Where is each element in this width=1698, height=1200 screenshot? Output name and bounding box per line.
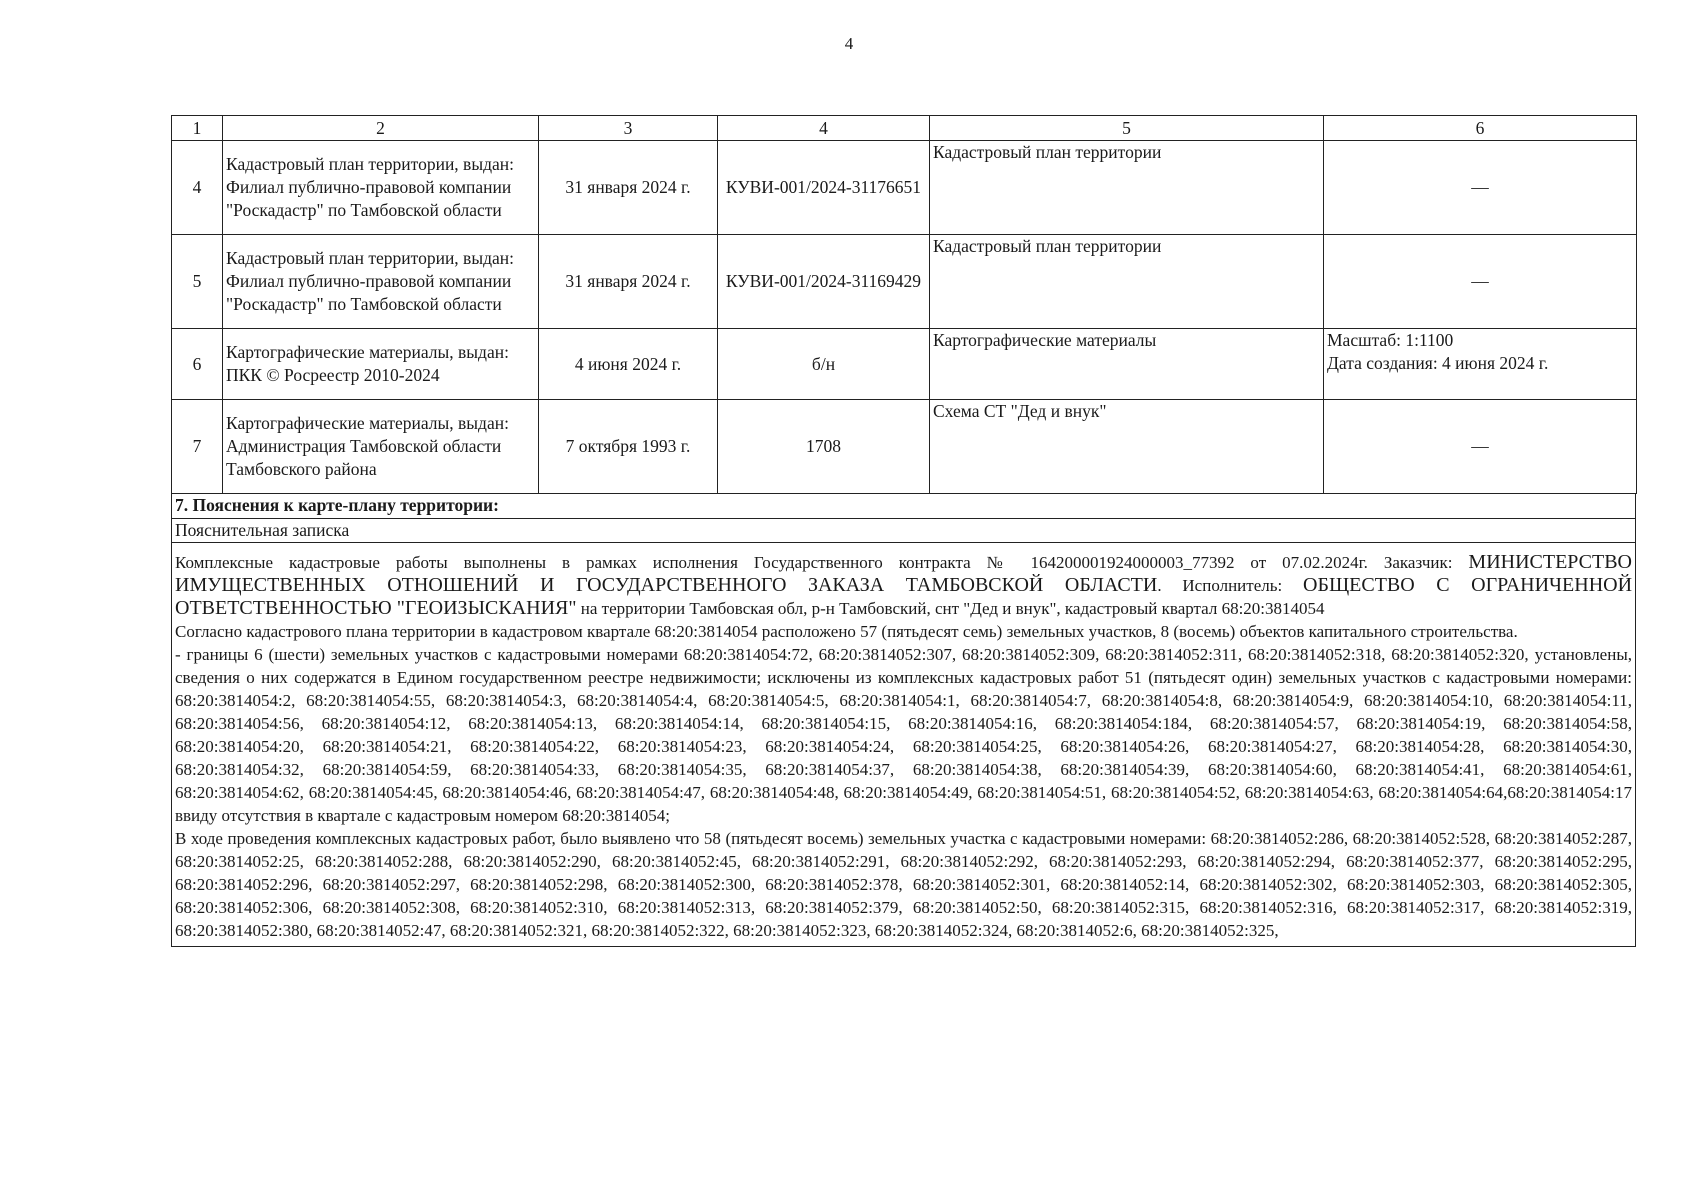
table-header-cell: 1 <box>172 116 223 141</box>
note-text: Комплексные кадастровые работы выполнены в рамках исполнения Государственного контракта № 164200001924000003_77392 от 07.02.2024г. Заказчик: <box>175 553 1469 572</box>
note-paragraph: - границы 6 (шести) земельных участков с кадастровыми номерами 68:20:3814054:72, 68:20:3814052:307, 68:20:3814052:309, 68:20:3814052:311, 68:20:3814052:318, 68:20:3814052:320, установлены, сведения о них содержатся в Едином государственном реестре недвижимости; исключены из комплексных кадастровых работ 51 (пятьдесят один) земельных участков с кадастровыми номерами: 68:20:3814054:2, 68:20:3814054:55, 68:20:3814054:3, 68:20:3814054:4, 68:20:3814054:5, 68:20:3814054:1, 68:20:3814054:7, 68:20:3814054:8, 68:20:3814054:9, 68:20:3814054:10, 68:20:3814054:11, 68:20:3814054:56, 68:20:3814054:12, 68:20:3814054:13, 68:20:3814054:14, 68:20:3814054:15, 68:20:3814054:16, 68:20:3814054:184, 68:20:3814054:57, 68:20:3814054:19, 68:20:3814054:58, 68:20:3814054:20, 68:20:3814054:21, 68:20:3814054:22, 68:20:3814054:23, 68:20:3814054:24, 68:20:3814054:25, 68:20:3814054:26, 68:20:3814054:27, 68:20:3814054:28, 68:20:3814054:30, 68:20:3814054:32, 68:20:3814054:59, 68:20:3814054:33, 68:20:3814054:35, 68:20:3814054:37, 68:20:3814054:38, 68:20:3814054:39, 68:20:3814054:60, 68:20:3814054:41, 68:20:3814054:61, 68:20:3814054:62, 68:20:3814054:45, 68:20:3814054:46, 68:20:3814054:47, 68:20:3814054:48, 68:20:3814054:49, 68:20:3814054:51, 68:20:3814054:52, 68:20:3814054:63, 68:20:3814054:64,68:20:3814054:17 ввиду отсутствия в квартале с кадастровым номером 68:20:3814054; <box>175 645 1632 825</box>
table-header-cell: 5 <box>930 116 1324 141</box>
note-text: . Исполнитель: <box>1157 576 1304 595</box>
table-row <box>172 141 1637 235</box>
table-header-cell: 4 <box>718 116 930 141</box>
note-cell <box>1324 329 1637 400</box>
date-cell: 31 января 2024 г. <box>539 235 718 329</box>
contractor-name: ОБЩЕСТВО С ОГРАНИЧЕННОЙ ОТВЕТСТВЕННОСТЬЮ "ГЕОИЗЫСКАНИЯ" <box>175 574 1633 619</box>
name-cell: Схема СТ "Дед и внук" <box>930 400 1324 494</box>
doc-number-cell: КУВИ-001/2024-31176651 <box>718 141 930 235</box>
name-cell: Кадастровый план территории <box>930 141 1324 235</box>
note-paragraph: В ходе проведения комплексных кадастровых работ, было выявлено что 58 (пятьдесят восемь) земельных участка с кадастровыми номерами: 68:20:3814052:286, 68:20:3814052:528, 68:20:3814052:287, 68:20:3814052:25, 68:20:3814052:288, 68:20:3814052:290, 68:20:3814052:45, 68:20:3814052:291, 68:20:3814052:292, 68:20:3814052:293, 68:20:3814052:294, 68:20:3814052:377, 68:20:3814052:295, 68:20:3814052:296, 68:20:3814052:297, 68:20:3814052:298, 68:20:3814052:300, 68:20:3814052:378, 68:20:3814052:301, 68:20:3814052:14, 68:20:3814052:302, 68:20:3814052:303, 68:20:3814052:305, 68:20:3814052:306, 68:20:3814052:308, 68:20:3814052:310, 68:20:3814052:313, 68:20:3814052:379, 68:20:3814052:50, 68:20:3814052:315, 68:20:3814052:316, 68:20:3814052:317, 68:20:3814052:319, 68:20:3814052:380, 68:20:3814052:47, 68:20:3814052:321, 68:20:3814052:322, 68:20:3814052:323, 68:20:3814052:324, 68:20:3814052:6, 68:20:3814052:325, <box>175 829 1632 940</box>
table-header-cell: 3 <box>539 116 718 141</box>
row-number: 4 <box>172 141 223 235</box>
note-paragraph: Согласно кадастрового плана территории в кадастровом квартале 68:20:3814054 расположено 57 (пятьдесят семь) земельных участков, 8 (восемь) объектов капитального строительства. <box>175 622 1518 641</box>
source-cell: Кадастровый план территории, выдан: Филиал публично-правовой компании "Роскадастр" по Тамбовской области <box>223 235 539 329</box>
note-cell: — <box>1324 235 1637 329</box>
note-paragraph <box>175 551 1632 620</box>
customer-name: МИНИСТЕРСТВО ИМУЩЕСТВЕННЫХ ОТНОШЕНИЙ И ГОСУДАРСТВЕННОГО ЗАКАЗА ТАМБОВСКОЙ ОБЛАСТИ <box>175 551 1632 596</box>
note-text: на территории Тамбовская обл, р-н Тамбовский, снт "Дед и внук", кадастровый квартал 68:20:3814054 <box>576 599 1325 618</box>
table-header-cell: 2 <box>223 116 539 141</box>
date-cell: 7 октября 1993 г. <box>539 400 718 494</box>
document-body <box>171 115 1636 947</box>
row-number: 6 <box>172 329 223 400</box>
source-cell: Кадастровый план территории, выдан: Филиал публично-правовой компании "Роскадастр" по Тамбовской области <box>223 141 539 235</box>
doc-number-cell: б/н <box>718 329 930 400</box>
note-creation-date: Дата создания: 4 июня 2024 г. <box>1327 353 1549 373</box>
doc-number-cell: 1708 <box>718 400 930 494</box>
source-cell: Картографические материалы, выдан: Администрация Тамбовской области Тамбовского района <box>223 400 539 494</box>
name-cell: Кадастровый план территории <box>930 235 1324 329</box>
note-cell: — <box>1324 141 1637 235</box>
table-header-cell: 6 <box>1324 116 1637 141</box>
name-cell: Картографические материалы <box>930 329 1324 400</box>
note-scale: Масштаб: 1:1100 <box>1327 330 1454 350</box>
table-row <box>172 329 1637 400</box>
row-number: 7 <box>172 400 223 494</box>
row-number: 5 <box>172 235 223 329</box>
date-cell: 4 июня 2024 г. <box>539 329 718 400</box>
sources-table <box>171 115 1637 494</box>
table-row <box>172 400 1637 494</box>
doc-number-cell: КУВИ-001/2024-31169429 <box>718 235 930 329</box>
section-subtitle: Пояснительная записка <box>171 519 1636 543</box>
table-row <box>172 235 1637 329</box>
table-header-row <box>172 116 1637 141</box>
page-number: 4 <box>844 34 854 53</box>
explanatory-note <box>171 543 1636 947</box>
date-cell: 31 января 2024 г. <box>539 141 718 235</box>
source-cell: Картографические материалы, выдан: ПКК © Росреестр 2010-2024 <box>223 329 539 400</box>
note-cell: — <box>1324 400 1637 494</box>
section-title: 7. Пояснения к карте-плану территории: <box>171 494 1636 519</box>
